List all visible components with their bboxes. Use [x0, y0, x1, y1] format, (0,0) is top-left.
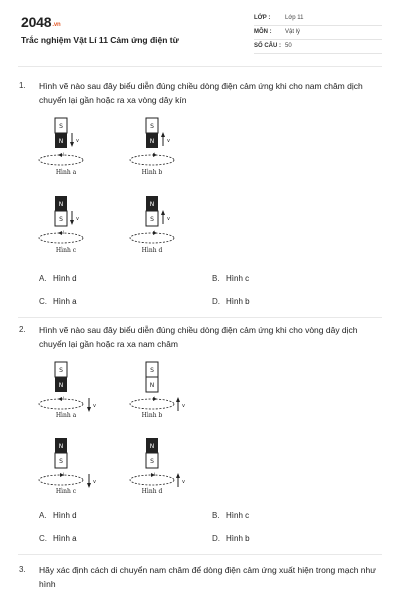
velocity-label: v [76, 138, 79, 144]
velocity-label: v [167, 138, 170, 144]
current-label: I [63, 396, 65, 401]
answer-option-a[interactable] [39, 274, 77, 283]
document-title: Trắc nghiệm Vật Lí 11 Cảm ứng điện từ [21, 35, 179, 45]
pole-label: S [59, 367, 63, 374]
figure-q2-b [122, 360, 188, 420]
pole-label: S [59, 216, 63, 223]
velocity-label: v [93, 403, 96, 409]
option-letter: C. [39, 297, 47, 306]
meta-value: Vật lý [285, 29, 301, 35]
current-label: I [154, 230, 156, 235]
option-letter: D. [212, 297, 220, 306]
answer-option-a[interactable] [39, 511, 77, 520]
pole-label: N [149, 138, 155, 145]
pole-label: S [150, 123, 154, 130]
current-label: I [63, 472, 65, 477]
question-divider [18, 554, 382, 555]
option-text: Hình a [53, 534, 77, 543]
option-text: Hình b [226, 534, 250, 543]
pole-label: N [149, 382, 155, 389]
pole-label: S [150, 458, 154, 465]
velocity-label: v [167, 216, 170, 222]
figure-q1-a [36, 116, 96, 176]
pole-label: N [58, 201, 64, 208]
question-number: 1. [19, 81, 26, 90]
pole-label: S [59, 123, 63, 130]
question-text: Hình vẽ nào sau đây biểu diễn đúng chiều dòng điện cảm ứng khi cho nam châm dịch chuyển lại gần hoặc ra xa vòng dây kín [39, 81, 363, 105]
velocity-label: v [182, 403, 185, 409]
page-header [0, 0, 400, 60]
figure-caption: Hình a [55, 412, 77, 419]
option-text: Hình b [226, 297, 250, 306]
meta-key: SỐ CÂU : [254, 43, 281, 49]
pole-label: N [58, 382, 64, 389]
meta-value: Lớp 11 [285, 15, 304, 21]
header-divider [18, 66, 382, 67]
figure-q1-b [122, 116, 182, 176]
pole-label: S [59, 458, 63, 465]
logo-sub-text: .vn [52, 22, 61, 28]
meta-row-class [254, 14, 382, 26]
velocity-label: v [182, 479, 185, 485]
option-letter: C. [39, 534, 47, 543]
meta-row-subject [254, 28, 382, 40]
question-divider [18, 317, 382, 318]
current-label: I [63, 230, 65, 235]
question-text: Hãy xác định cách di chuyển nam châm để dòng điện cảm ứng xuất hiện trong mạch như hình [39, 565, 376, 589]
question-text: Hình vẽ nào sau đây biểu diễn đúng chiều dòng điện cảm ứng khi cho vòng dây dịch chuyển lại gần hoặc ra xa nam châm [39, 325, 358, 349]
answer-option-c[interactable] [39, 534, 77, 543]
question-number: 2. [19, 325, 26, 334]
figure-caption: Hình d [141, 247, 163, 254]
pole-label: S [150, 216, 154, 223]
logo-main-text: 2048 [21, 14, 52, 30]
option-text: Hình a [53, 297, 77, 306]
figure-q2-a [36, 360, 102, 420]
option-text: Hình d [53, 511, 77, 520]
velocity-label: v [76, 216, 79, 222]
figure-caption: Hình d [141, 488, 163, 495]
current-label: I [154, 472, 156, 477]
current-label: I [63, 152, 65, 157]
figure-q1-c [36, 194, 96, 254]
option-letter: A. [39, 511, 47, 520]
pole-label: N [58, 138, 64, 145]
option-letter: B. [212, 274, 220, 283]
option-letter: A. [39, 274, 47, 283]
site-logo[interactable] [21, 14, 60, 30]
figure-q1-d [122, 194, 182, 254]
figure-caption: Hình a [55, 169, 77, 176]
pole-label: N [149, 443, 155, 450]
meta-value: 50 [285, 43, 292, 49]
current-label: I [154, 396, 156, 401]
pole-label: N [149, 201, 155, 208]
answer-option-b[interactable] [212, 274, 249, 283]
option-text: Hình c [226, 511, 250, 520]
pole-label: N [58, 443, 64, 450]
figure-q2-c [36, 436, 102, 496]
answer-option-c[interactable] [39, 297, 77, 306]
option-text: Hình c [226, 274, 250, 283]
figure-caption: Hình b [141, 169, 163, 176]
answer-option-d[interactable] [212, 534, 250, 543]
meta-key: MÔN : [254, 29, 272, 35]
figure-caption: Hình b [141, 412, 163, 419]
meta-key: LỚP : [254, 15, 271, 21]
velocity-label: v [93, 479, 96, 485]
figure-caption: Hình c [55, 488, 77, 495]
meta-row-count [254, 42, 382, 54]
figure-q2-d [122, 436, 188, 496]
current-label: I [154, 152, 156, 157]
option-text: Hình d [53, 274, 77, 283]
option-letter: B. [212, 511, 220, 520]
option-letter: D. [212, 534, 220, 543]
answer-option-b[interactable] [212, 511, 249, 520]
answer-option-d[interactable] [212, 297, 250, 306]
question-number: 3. [19, 565, 26, 574]
figure-caption: Hình c [55, 247, 77, 254]
pole-label: S [150, 367, 154, 374]
